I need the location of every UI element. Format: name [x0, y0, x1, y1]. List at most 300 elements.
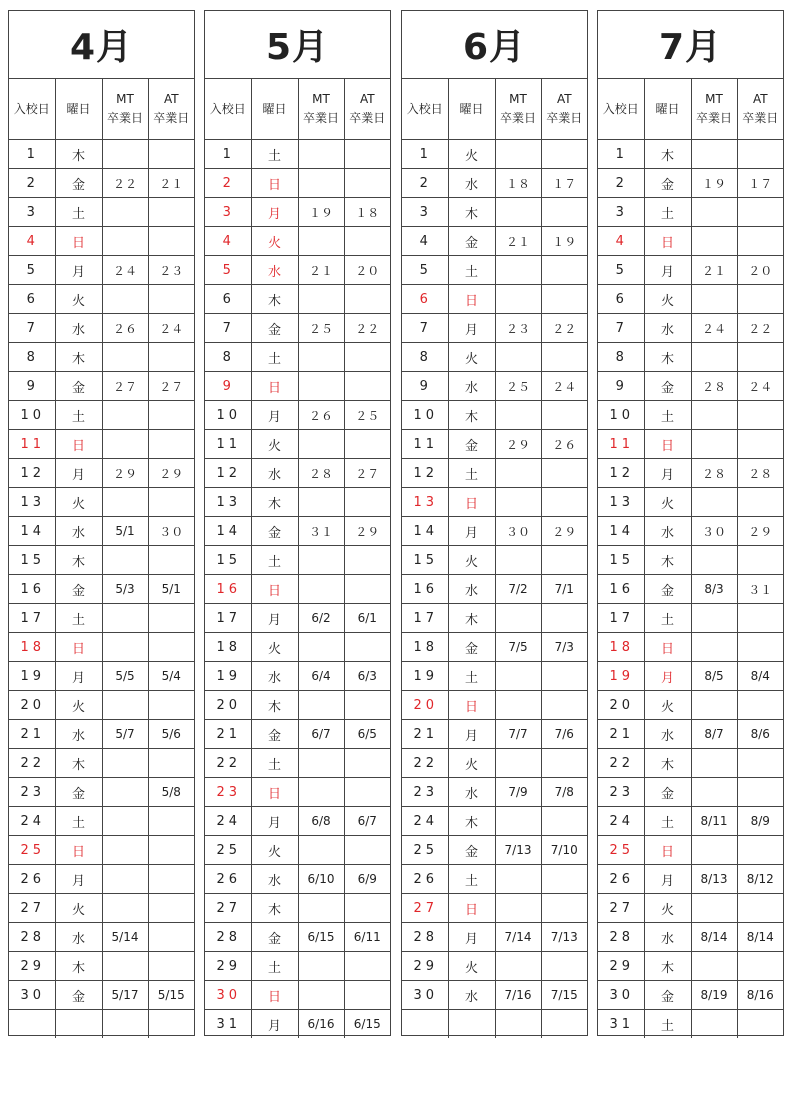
weekday-cell: 日 [448, 894, 495, 923]
table-row [205, 836, 390, 865]
weekday-cell [448, 1010, 495, 1039]
enroll-day-cell: 29 [9, 952, 55, 981]
enroll-day-cell: 24 [205, 807, 251, 836]
enroll-day-cell: 9 [9, 372, 55, 401]
mt-graduation-cell: ２９ [495, 430, 541, 459]
weekday-cell: 金 [55, 372, 102, 401]
enroll-day-cell: 4 [9, 227, 55, 256]
month-column-may [204, 10, 391, 1036]
at-graduation-cell: 5/4 [148, 662, 194, 691]
enroll-day-cell: 3 [9, 198, 55, 227]
mt-graduation-cell [495, 691, 541, 720]
enroll-day-cell: 28 [598, 923, 644, 952]
table-row [9, 343, 194, 372]
mt-graduation-cell: 8/5 [691, 662, 737, 691]
at-graduation-cell [737, 604, 783, 633]
at-graduation-cell: ２４ [541, 372, 587, 401]
weekday-cell: 日 [55, 836, 102, 865]
weekday-cell: 月 [448, 720, 495, 749]
mt-graduation-cell [691, 691, 737, 720]
at-graduation-cell [148, 546, 194, 575]
table-row [598, 401, 783, 430]
enroll-day-cell: 19 [402, 662, 448, 691]
weekday-cell: 水 [644, 314, 691, 343]
weekday-cell: 火 [448, 749, 495, 778]
enroll-day-cell: 1 [598, 140, 644, 169]
at-graduation-cell [148, 836, 194, 865]
table-row [9, 169, 194, 198]
weekday-cell: 日 [251, 169, 298, 198]
weekday-cell: 月 [448, 314, 495, 343]
header-mt [102, 79, 148, 140]
at-graduation-cell: ２０ [344, 256, 390, 285]
table-row [598, 749, 783, 778]
at-graduation-cell [737, 227, 783, 256]
table-row [9, 749, 194, 778]
table-row [205, 720, 390, 749]
weekday-cell: 金 [644, 169, 691, 198]
table-row [598, 923, 783, 952]
mt-graduation-cell [102, 227, 148, 256]
header-mt-line1: MT [705, 92, 723, 106]
header-at-line1: AT [163, 92, 179, 106]
mt-graduation-cell [102, 401, 148, 430]
mt-graduation-cell [691, 285, 737, 314]
weekday-cell: 土 [644, 1010, 691, 1039]
at-graduation-cell [344, 169, 390, 198]
enroll-day-cell: 10 [9, 401, 55, 430]
enroll-day-cell: 29 [598, 952, 644, 981]
at-graduation-cell [344, 372, 390, 401]
mt-graduation-cell: 8/19 [691, 981, 737, 1010]
table-row [205, 807, 390, 836]
enroll-day-cell: 22 [9, 749, 55, 778]
table-row [402, 662, 587, 691]
weekday-cell: 金 [55, 981, 102, 1010]
enroll-day-cell: 7 [205, 314, 251, 343]
header-mt-line1: MT [312, 92, 330, 106]
at-graduation-cell: 7/1 [541, 575, 587, 604]
weekday-cell: 金 [448, 227, 495, 256]
enroll-day-cell: 29 [402, 952, 448, 981]
mt-graduation-cell [102, 343, 148, 372]
mt-graduation-cell [298, 778, 344, 807]
mt-graduation-cell [298, 372, 344, 401]
weekday-cell: 火 [251, 836, 298, 865]
weekday-cell: 木 [55, 140, 102, 169]
at-graduation-cell [541, 285, 587, 314]
weekday-cell: 金 [644, 778, 691, 807]
enroll-day-cell: 9 [598, 372, 644, 401]
weekday-cell: 木 [55, 952, 102, 981]
weekday-cell: 水 [644, 923, 691, 952]
enroll-day-cell: 16 [205, 575, 251, 604]
enroll-day-cell: 4 [402, 227, 448, 256]
enroll-day-cell: 25 [402, 836, 448, 865]
at-graduation-cell [148, 894, 194, 923]
weekday-cell: 日 [251, 372, 298, 401]
enroll-day-cell: 28 [9, 923, 55, 952]
table-row [598, 140, 783, 169]
table-row [598, 981, 783, 1010]
mt-graduation-cell: ２１ [495, 227, 541, 256]
at-graduation-cell: 7/6 [541, 720, 587, 749]
month-title: 5月 [205, 11, 390, 79]
header-mt-line1: MT [509, 92, 527, 106]
table-row [402, 546, 587, 575]
at-graduation-cell: １７ [737, 169, 783, 198]
at-graduation-cell: １７ [541, 169, 587, 198]
weekday-cell: 月 [251, 401, 298, 430]
mt-graduation-cell: ２９ [102, 459, 148, 488]
mt-graduation-cell [102, 198, 148, 227]
mt-graduation-cell [495, 894, 541, 923]
at-graduation-cell [344, 575, 390, 604]
table-row [598, 720, 783, 749]
weekday-cell: 日 [644, 836, 691, 865]
enroll-day-cell: 23 [402, 778, 448, 807]
mt-graduation-cell: 7/16 [495, 981, 541, 1010]
header-enroll: 入校日 [9, 79, 55, 140]
enroll-day-cell: 13 [598, 488, 644, 517]
weekday-cell: 日 [55, 227, 102, 256]
at-graduation-cell [541, 865, 587, 894]
enroll-day-cell: 8 [9, 343, 55, 372]
enroll-day-cell: 12 [598, 459, 644, 488]
at-graduation-cell [737, 430, 783, 459]
weekday-cell: 水 [251, 662, 298, 691]
weekday-cell: 木 [644, 546, 691, 575]
mt-graduation-cell [691, 140, 737, 169]
table-row [402, 256, 587, 285]
at-graduation-cell: ２７ [344, 459, 390, 488]
table-row [205, 372, 390, 401]
at-graduation-cell [737, 140, 783, 169]
mt-graduation-cell [298, 169, 344, 198]
weekday-cell: 土 [448, 662, 495, 691]
table-row [9, 633, 194, 662]
month-title: 4月 [9, 11, 194, 79]
weekday-cell: 土 [251, 140, 298, 169]
table-row [402, 981, 587, 1010]
at-graduation-cell: ２６ [541, 430, 587, 459]
enroll-day-cell: 10 [205, 401, 251, 430]
enroll-day-cell: 3 [205, 198, 251, 227]
table-row [9, 430, 194, 459]
mt-graduation-cell [298, 285, 344, 314]
at-graduation-cell [148, 691, 194, 720]
header-mt-line2: 卒業日 [302, 111, 339, 125]
header-mt-line2: 卒業日 [695, 111, 732, 125]
weekday-cell: 日 [448, 691, 495, 720]
enroll-day-cell: 7 [598, 314, 644, 343]
at-graduation-cell [737, 1010, 783, 1039]
at-graduation-cell [344, 749, 390, 778]
at-graduation-cell [541, 459, 587, 488]
weekday-cell: 日 [644, 633, 691, 662]
mt-graduation-cell: 5/14 [102, 923, 148, 952]
table-row [598, 488, 783, 517]
enroll-day-cell: 22 [598, 749, 644, 778]
schedule-table [598, 79, 783, 1038]
table-row [402, 430, 587, 459]
weekday-cell: 水 [448, 778, 495, 807]
weekday-cell: 火 [55, 285, 102, 314]
at-graduation-cell [737, 198, 783, 227]
weekday-cell: 土 [55, 198, 102, 227]
mt-graduation-cell [495, 546, 541, 575]
enroll-day-cell: 8 [205, 343, 251, 372]
weekday-cell: 月 [448, 923, 495, 952]
mt-graduation-cell [102, 691, 148, 720]
table-row [598, 314, 783, 343]
weekday-cell: 月 [55, 256, 102, 285]
enroll-day-cell: 15 [598, 546, 644, 575]
weekday-cell: 金 [55, 169, 102, 198]
table-row [9, 981, 194, 1010]
mt-graduation-cell [102, 778, 148, 807]
enroll-day-cell: 30 [598, 981, 644, 1010]
mt-graduation-cell [102, 894, 148, 923]
at-graduation-cell: 5/8 [148, 778, 194, 807]
mt-graduation-cell [691, 633, 737, 662]
weekday-cell: 土 [644, 807, 691, 836]
weekday-cell: 金 [448, 836, 495, 865]
mt-graduation-cell [102, 633, 148, 662]
table-row [9, 372, 194, 401]
at-graduation-cell [148, 865, 194, 894]
mt-graduation-cell [495, 459, 541, 488]
weekday-cell: 土 [448, 459, 495, 488]
at-graduation-cell [344, 546, 390, 575]
header-at-line1: AT [359, 92, 375, 106]
enroll-day-cell: 19 [205, 662, 251, 691]
weekday-cell: 土 [448, 256, 495, 285]
at-graduation-cell: 6/9 [344, 865, 390, 894]
mt-graduation-cell: ２２ [102, 169, 148, 198]
weekday-cell: 月 [251, 807, 298, 836]
header-weekday: 曜日 [448, 79, 495, 140]
header-enroll: 入校日 [205, 79, 251, 140]
at-graduation-cell [737, 691, 783, 720]
weekday-cell: 水 [448, 169, 495, 198]
mt-graduation-cell: 8/13 [691, 865, 737, 894]
enroll-day-cell: 20 [598, 691, 644, 720]
weekday-cell: 木 [644, 343, 691, 372]
table-row [402, 575, 587, 604]
at-graduation-cell [344, 952, 390, 981]
weekday-cell: 火 [251, 430, 298, 459]
at-graduation-cell: ２９ [148, 459, 194, 488]
schedule-table [205, 79, 390, 1038]
enroll-day-cell: 21 [205, 720, 251, 749]
at-graduation-cell: 5/15 [148, 981, 194, 1010]
mt-graduation-cell [691, 952, 737, 981]
table-row [598, 256, 783, 285]
mt-graduation-cell [691, 198, 737, 227]
at-graduation-cell [344, 285, 390, 314]
enroll-day-cell: 2 [598, 169, 644, 198]
mt-graduation-cell [495, 952, 541, 981]
at-graduation-cell: 6/11 [344, 923, 390, 952]
weekday-cell: 月 [448, 517, 495, 546]
enroll-day-cell: 2 [205, 169, 251, 198]
weekday-cell: 木 [55, 546, 102, 575]
table-row [205, 198, 390, 227]
table-row [205, 981, 390, 1010]
weekday-cell: 水 [55, 923, 102, 952]
table-row [402, 343, 587, 372]
month-column-april [8, 10, 195, 1036]
weekday-cell: 土 [251, 546, 298, 575]
table-row [205, 314, 390, 343]
at-graduation-cell [148, 633, 194, 662]
enroll-day-cell: 19 [598, 662, 644, 691]
at-graduation-cell: 7/3 [541, 633, 587, 662]
header-at [737, 79, 783, 140]
weekday-cell: 月 [644, 459, 691, 488]
mt-graduation-cell [102, 140, 148, 169]
at-graduation-cell: ２２ [344, 314, 390, 343]
table-row [9, 314, 194, 343]
mt-graduation-cell [495, 865, 541, 894]
mt-graduation-cell: ２６ [102, 314, 148, 343]
table-row [205, 952, 390, 981]
at-graduation-cell [148, 923, 194, 952]
enroll-day-cell: 1 [205, 140, 251, 169]
table-row [402, 140, 587, 169]
header-at-line2: 卒業日 [153, 111, 190, 125]
mt-graduation-cell [495, 749, 541, 778]
at-graduation-cell: ２５ [344, 401, 390, 430]
enroll-day-cell: 17 [402, 604, 448, 633]
table-row [402, 401, 587, 430]
table-row [9, 923, 194, 952]
table-row [205, 459, 390, 488]
weekday-cell: 水 [55, 314, 102, 343]
weekday-cell: 月 [644, 865, 691, 894]
enroll-day-cell: 14 [205, 517, 251, 546]
enroll-day-cell: 18 [205, 633, 251, 662]
at-graduation-cell [148, 1010, 194, 1039]
enroll-day-cell: 27 [9, 894, 55, 923]
weekday-cell: 金 [448, 430, 495, 459]
enroll-day-cell: 1 [9, 140, 55, 169]
enroll-day-cell: 9 [402, 372, 448, 401]
table-row [598, 807, 783, 836]
table-row [402, 1010, 587, 1039]
at-graduation-cell: 6/15 [353, 1017, 381, 1031]
table-row [402, 865, 587, 894]
mt-graduation-cell [102, 1010, 148, 1039]
weekday-cell: 木 [448, 807, 495, 836]
header-at [344, 79, 390, 140]
at-graduation-cell [148, 807, 194, 836]
weekday-cell: 木 [644, 749, 691, 778]
weekday-cell: 土 [251, 952, 298, 981]
enroll-day-cell: 11 [205, 430, 251, 459]
mt-graduation-cell [495, 604, 541, 633]
table-row [598, 633, 783, 662]
weekday-cell: 土 [55, 807, 102, 836]
mt-graduation-cell [102, 546, 148, 575]
table-row [402, 169, 587, 198]
enroll-day-cell: 22 [205, 749, 251, 778]
header-at-line1: AT [752, 92, 768, 106]
enroll-day-cell: 26 [9, 865, 55, 894]
weekday-cell: 日 [448, 285, 495, 314]
table-row [402, 314, 587, 343]
at-graduation-cell [344, 981, 390, 1010]
weekday-cell: 水 [448, 575, 495, 604]
at-graduation-cell [737, 488, 783, 517]
table-row [402, 604, 587, 633]
mt-graduation-cell [298, 691, 344, 720]
mt-graduation-cell [691, 604, 737, 633]
at-graduation-cell [541, 401, 587, 430]
table-row [9, 720, 194, 749]
at-graduation-cell [541, 1010, 587, 1039]
at-graduation-cell [344, 488, 390, 517]
table-row [402, 749, 587, 778]
header-at [148, 79, 194, 140]
weekday-cell: 日 [644, 430, 691, 459]
enroll-day-cell: 25 [598, 836, 644, 865]
mt-graduation-cell [298, 633, 344, 662]
table-row [9, 285, 194, 314]
mt-graduation-cell [691, 488, 737, 517]
weekday-cell: 火 [448, 140, 495, 169]
table-row [205, 604, 390, 633]
mt-graduation-cell [691, 430, 737, 459]
mt-graduation-cell [495, 256, 541, 285]
enroll-day-cell: 2 [9, 169, 55, 198]
enroll-day-cell: 6 [205, 285, 251, 314]
mt-graduation-cell: ２７ [102, 372, 148, 401]
table-row [205, 1010, 390, 1039]
at-graduation-cell [541, 140, 587, 169]
header-mt-line1: MT [116, 92, 134, 106]
enroll-day-cell: 20 [9, 691, 55, 720]
enroll-day-cell: 21 [402, 720, 448, 749]
mt-graduation-cell [298, 575, 344, 604]
enroll-day-cell: 16 [9, 575, 55, 604]
weekday-cell: 木 [251, 488, 298, 517]
table-row [205, 140, 390, 169]
weekday-cell: 木 [644, 140, 691, 169]
table-row [9, 778, 194, 807]
mt-graduation-cell: 7/9 [495, 778, 541, 807]
enroll-day-cell: 6 [9, 285, 55, 314]
table-row [9, 575, 194, 604]
at-graduation-cell: ２８ [737, 459, 783, 488]
table-row [598, 836, 783, 865]
weekday-cell: 日 [448, 488, 495, 517]
table-row [205, 169, 390, 198]
table-row [205, 691, 390, 720]
at-graduation-cell [344, 778, 390, 807]
table-row [598, 517, 783, 546]
mt-graduation-cell [298, 343, 344, 372]
enroll-day-cell: 13 [205, 488, 251, 517]
mt-graduation-cell [691, 343, 737, 372]
mt-graduation-cell [691, 836, 737, 865]
weekday-cell: 木 [644, 952, 691, 981]
enroll-day-cell: 17 [9, 604, 55, 633]
mt-graduation-cell [298, 546, 344, 575]
mt-graduation-cell: 6/7 [298, 720, 344, 749]
at-graduation-cell [148, 198, 194, 227]
